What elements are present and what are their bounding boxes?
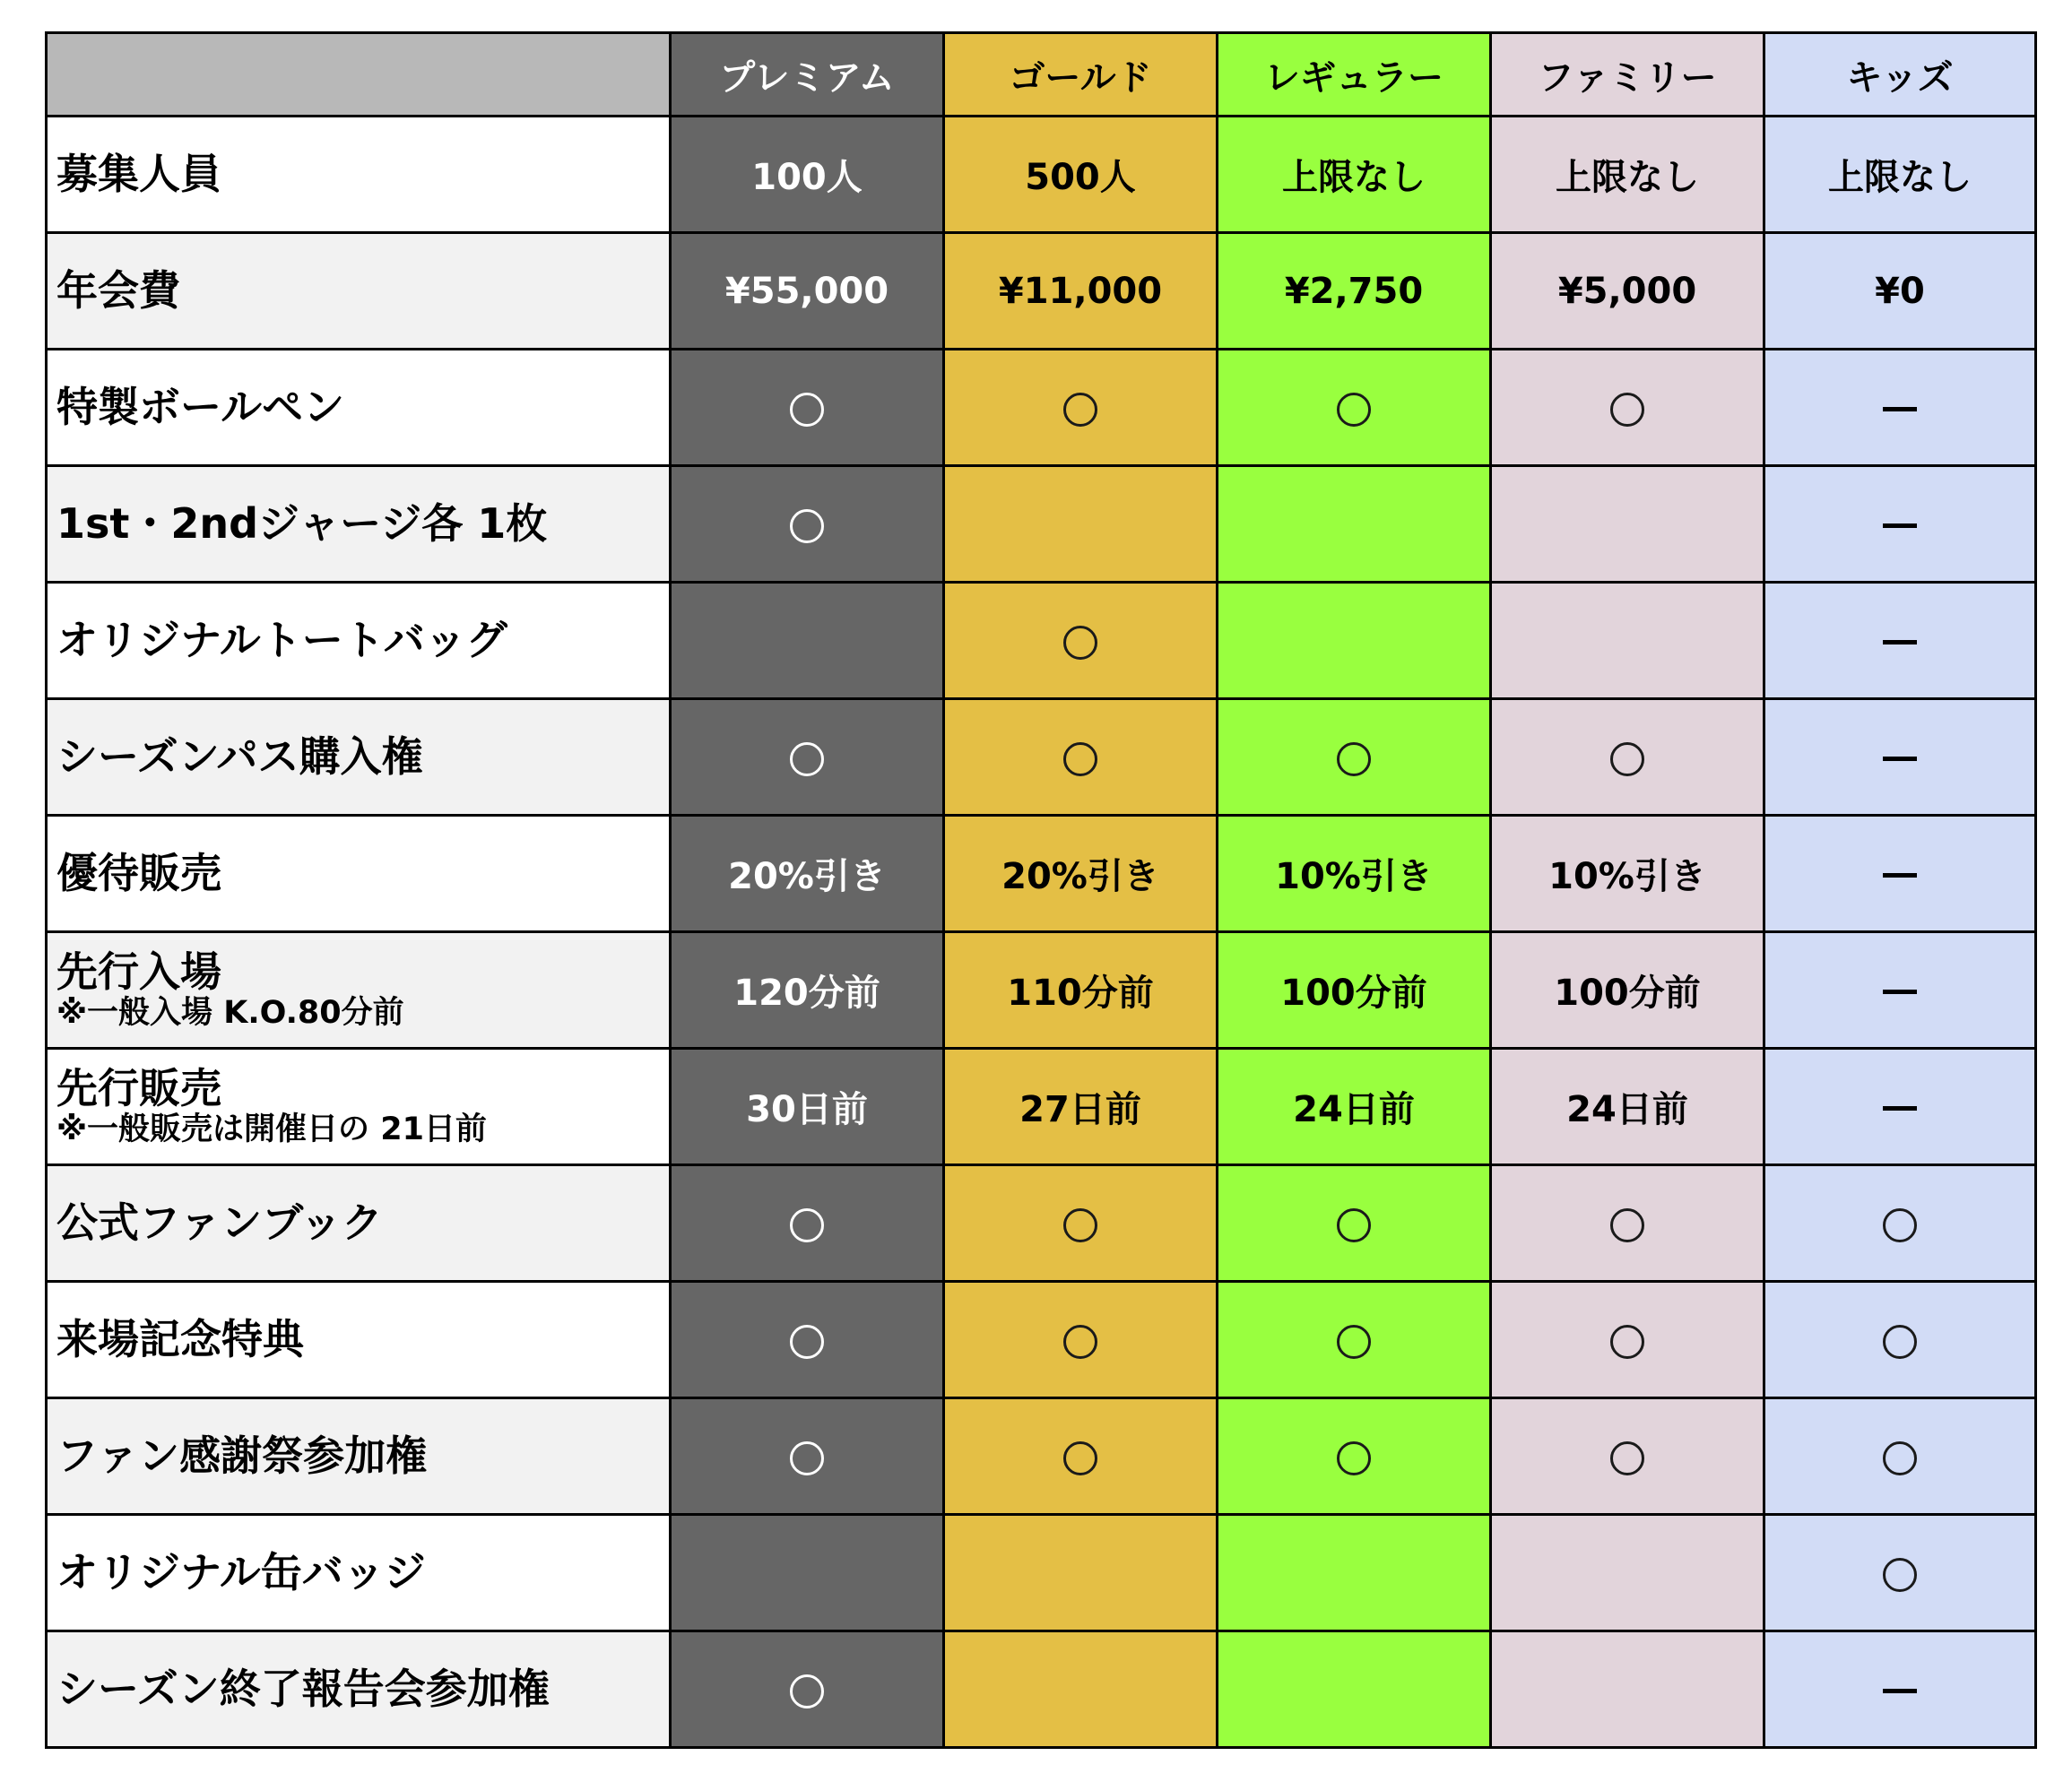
value-cell-visit-gift-regular bbox=[1218, 1282, 1491, 1398]
value-cell-visit-gift-family bbox=[1491, 1282, 1764, 1398]
value-cell-fan-appreciation-premium bbox=[671, 1398, 944, 1515]
circle-mark-icon bbox=[1883, 1208, 1917, 1242]
circle-mark-icon bbox=[1610, 393, 1644, 427]
dash-mark-icon bbox=[1883, 990, 1917, 994]
value-cell-annual-fee-gold bbox=[944, 233, 1218, 350]
value-cell-visit-gift-gold bbox=[944, 1282, 1218, 1398]
row-label-text: 募集人員 bbox=[56, 150, 221, 199]
circle-mark-icon bbox=[790, 1325, 824, 1359]
value-cell-original-badge-kids bbox=[1764, 1515, 2036, 1631]
value-cell-early-entry-family bbox=[1491, 932, 1764, 1049]
value-cell-recruitment-premium bbox=[671, 117, 944, 233]
value-cell-fan-appreciation-gold bbox=[944, 1398, 1218, 1515]
circle-mark-icon bbox=[790, 393, 824, 427]
value-text: 上限なし bbox=[1556, 157, 1699, 198]
circle-mark-icon bbox=[1337, 742, 1371, 776]
value-cell-advance-sales-kids bbox=[1764, 1049, 2036, 1165]
circle-mark-icon bbox=[790, 742, 824, 776]
row-label-note: ※一般販売は開催日の 21日前 bbox=[56, 1111, 487, 1147]
row-label-season-pass-right bbox=[47, 699, 671, 816]
value-cell-recruitment-regular bbox=[1218, 117, 1491, 233]
row-label-text: オリジナル缶バッジ bbox=[56, 1548, 426, 1597]
row-label-text: 特製ボールペン bbox=[56, 383, 345, 432]
row-label-text: 先行販売 bbox=[56, 1064, 221, 1113]
row-label-jerseys bbox=[47, 466, 671, 583]
dash-mark-icon bbox=[1883, 1106, 1917, 1111]
value-cell-jerseys-gold bbox=[944, 466, 1218, 583]
value-cell-official-fanbook-kids bbox=[1764, 1165, 2036, 1282]
value-cell-early-entry-premium bbox=[671, 932, 944, 1049]
circle-mark-icon bbox=[1337, 1441, 1371, 1475]
value-cell-season-report-family bbox=[1491, 1631, 1764, 1748]
row-label-text: シーズンパス購入権 bbox=[56, 732, 423, 782]
plan-header-gold: ゴールド bbox=[944, 33, 1218, 117]
value-cell-jerseys-premium bbox=[671, 466, 944, 583]
circle-mark-icon bbox=[1883, 1325, 1917, 1359]
value-text: 20%引き bbox=[728, 856, 886, 897]
membership-comparison-table bbox=[45, 31, 2037, 1749]
value-cell-season-report-premium bbox=[671, 1631, 944, 1748]
value-cell-original-tote-bag-premium bbox=[671, 583, 944, 699]
circle-mark-icon bbox=[790, 1441, 824, 1475]
value-text: ¥0 bbox=[1875, 270, 1925, 312]
value-cell-official-fanbook-premium bbox=[671, 1165, 944, 1282]
value-cell-preferential-sales-premium bbox=[671, 816, 944, 932]
value-cell-jerseys-kids bbox=[1764, 466, 2036, 583]
circle-mark-icon bbox=[790, 509, 824, 543]
value-text: 110分前 bbox=[1007, 973, 1154, 1014]
value-text: 500人 bbox=[1025, 157, 1136, 198]
dash-mark-icon bbox=[1883, 873, 1917, 878]
table-row-preferential-sales bbox=[47, 816, 2036, 932]
value-cell-recruitment-family bbox=[1491, 117, 1764, 233]
value-cell-special-ballpoint-pen-family bbox=[1491, 350, 1764, 466]
value-cell-original-badge-gold bbox=[944, 1515, 1218, 1631]
circle-mark-icon bbox=[1337, 1208, 1371, 1242]
row-label-text: オリジナルトートバッグ bbox=[56, 616, 507, 665]
value-cell-special-ballpoint-pen-regular bbox=[1218, 350, 1491, 466]
value-text: ¥11,000 bbox=[998, 270, 1163, 312]
value-cell-preferential-sales-family bbox=[1491, 816, 1764, 932]
value-text: 上限なし bbox=[1828, 157, 1972, 198]
value-cell-fan-appreciation-regular bbox=[1218, 1398, 1491, 1515]
circle-mark-icon bbox=[1610, 1325, 1644, 1359]
table-row-official-fanbook bbox=[47, 1165, 2036, 1282]
row-label-text: 来場記念特典 bbox=[56, 1315, 304, 1364]
value-cell-original-badge-premium bbox=[671, 1515, 944, 1631]
value-text: 10%引き bbox=[1275, 856, 1433, 897]
value-cell-original-tote-bag-family bbox=[1491, 583, 1764, 699]
value-cell-jerseys-family bbox=[1491, 466, 1764, 583]
plan-header-regular: レギュラー bbox=[1218, 33, 1491, 117]
circle-mark-icon bbox=[1610, 742, 1644, 776]
value-cell-season-pass-right-kids bbox=[1764, 699, 2036, 816]
row-label-season-report bbox=[47, 1631, 671, 1748]
dash-mark-icon bbox=[1883, 640, 1917, 644]
circle-mark-icon bbox=[1337, 393, 1371, 427]
table-row-season-pass-right bbox=[47, 699, 2036, 816]
value-text: 100人 bbox=[751, 157, 863, 198]
circle-mark-icon bbox=[1063, 742, 1097, 776]
table-row-original-tote-bag bbox=[47, 583, 2036, 699]
value-text: 30日前 bbox=[746, 1089, 868, 1130]
value-text: 24日前 bbox=[1566, 1089, 1688, 1130]
value-cell-original-tote-bag-regular bbox=[1218, 583, 1491, 699]
table-body bbox=[47, 33, 2036, 1748]
circle-mark-icon bbox=[790, 1208, 824, 1242]
table-row-special-ballpoint-pen bbox=[47, 350, 2036, 466]
plan-header-premium: プレミアム bbox=[671, 33, 944, 117]
value-cell-original-badge-family bbox=[1491, 1515, 1764, 1631]
value-cell-season-pass-right-premium bbox=[671, 699, 944, 816]
value-cell-season-report-kids bbox=[1764, 1631, 2036, 1748]
row-label-text: 年会費 bbox=[56, 266, 180, 316]
table-row-advance-sales bbox=[47, 1049, 2036, 1165]
value-cell-season-pass-right-regular bbox=[1218, 699, 1491, 816]
value-text: 27日前 bbox=[1019, 1089, 1141, 1130]
value-cell-advance-sales-family bbox=[1491, 1049, 1764, 1165]
row-label-text: 先行入場 bbox=[56, 947, 221, 997]
value-cell-special-ballpoint-pen-gold bbox=[944, 350, 1218, 466]
value-cell-jerseys-regular bbox=[1218, 466, 1491, 583]
value-cell-official-fanbook-gold bbox=[944, 1165, 1218, 1282]
dash-mark-icon bbox=[1883, 1689, 1917, 1693]
value-cell-annual-fee-premium bbox=[671, 233, 944, 350]
value-cell-early-entry-gold bbox=[944, 932, 1218, 1049]
value-text: ¥5,000 bbox=[1557, 270, 1697, 312]
row-label-advance-sales bbox=[47, 1049, 671, 1165]
dash-mark-icon bbox=[1883, 407, 1917, 411]
circle-mark-icon bbox=[1610, 1441, 1644, 1475]
value-cell-season-pass-right-family bbox=[1491, 699, 1764, 816]
circle-mark-icon bbox=[1883, 1558, 1917, 1592]
circle-mark-icon bbox=[1063, 1325, 1097, 1359]
table-row-annual-fee bbox=[47, 233, 2036, 350]
circle-mark-icon bbox=[1063, 1441, 1097, 1475]
value-cell-season-report-regular bbox=[1218, 1631, 1491, 1748]
value-cell-original-badge-regular bbox=[1218, 1515, 1491, 1631]
value-text: 10%引き bbox=[1548, 856, 1706, 897]
value-cell-original-tote-bag-kids bbox=[1764, 583, 2036, 699]
value-text: 24日前 bbox=[1293, 1089, 1415, 1130]
circle-mark-icon bbox=[1883, 1441, 1917, 1475]
value-text: 上限なし bbox=[1282, 157, 1426, 198]
table-row-jerseys bbox=[47, 466, 2036, 583]
value-cell-advance-sales-regular bbox=[1218, 1049, 1491, 1165]
value-cell-advance-sales-premium bbox=[671, 1049, 944, 1165]
circle-mark-icon bbox=[1063, 393, 1097, 427]
row-label-recruitment bbox=[47, 117, 671, 233]
row-label-fan-appreciation bbox=[47, 1398, 671, 1515]
circle-mark-icon bbox=[1610, 1208, 1644, 1242]
table-row-early-entry bbox=[47, 932, 2036, 1049]
value-cell-recruitment-kids bbox=[1764, 117, 2036, 233]
table-row-fan-appreciation bbox=[47, 1398, 2036, 1515]
value-cell-recruitment-gold bbox=[944, 117, 1218, 233]
value-cell-early-entry-regular bbox=[1218, 932, 1491, 1049]
row-label-visit-gift bbox=[47, 1282, 671, 1398]
row-label-text: ファン感謝祭参加権 bbox=[56, 1432, 428, 1481]
value-cell-annual-fee-regular bbox=[1218, 233, 1491, 350]
plan-header-kids: キッズ bbox=[1764, 33, 2036, 117]
table-row-season-report bbox=[47, 1631, 2036, 1748]
value-text: 20%引き bbox=[1001, 856, 1159, 897]
value-cell-early-entry-kids bbox=[1764, 932, 2036, 1049]
circle-mark-icon bbox=[1063, 1208, 1097, 1242]
value-cell-original-tote-bag-gold bbox=[944, 583, 1218, 699]
value-cell-official-fanbook-family bbox=[1491, 1165, 1764, 1282]
row-label-text: 1st・2ndジャージ各 1枚 bbox=[56, 499, 548, 549]
row-label-early-entry bbox=[47, 932, 671, 1049]
value-cell-special-ballpoint-pen-premium bbox=[671, 350, 944, 466]
dash-mark-icon bbox=[1883, 757, 1917, 761]
circle-mark-icon bbox=[1337, 1325, 1371, 1359]
table-row-visit-gift bbox=[47, 1282, 2036, 1398]
table-row-original-badge bbox=[47, 1515, 2036, 1631]
row-label-special-ballpoint-pen bbox=[47, 350, 671, 466]
value-cell-preferential-sales-gold bbox=[944, 816, 1218, 932]
value-cell-annual-fee-family bbox=[1491, 233, 1764, 350]
value-cell-preferential-sales-kids bbox=[1764, 816, 2036, 932]
header-row bbox=[47, 33, 2036, 117]
table-row-recruitment bbox=[47, 117, 2036, 233]
value-text: 100分前 bbox=[1554, 973, 1701, 1014]
row-label-official-fanbook bbox=[47, 1165, 671, 1282]
value-cell-official-fanbook-regular bbox=[1218, 1165, 1491, 1282]
value-cell-preferential-sales-regular bbox=[1218, 816, 1491, 932]
row-label-original-tote-bag bbox=[47, 583, 671, 699]
header-corner-cell bbox=[47, 33, 671, 117]
row-label-text: 優待販売 bbox=[56, 849, 221, 898]
value-text: ¥55,000 bbox=[724, 270, 889, 312]
row-label-preferential-sales bbox=[47, 816, 671, 932]
value-cell-fan-appreciation-kids bbox=[1764, 1398, 2036, 1515]
row-label-annual-fee bbox=[47, 233, 671, 350]
value-text: 100分前 bbox=[1280, 973, 1427, 1014]
plan-header-family: ファミリー bbox=[1491, 33, 1764, 117]
value-cell-annual-fee-kids bbox=[1764, 233, 2036, 350]
value-cell-visit-gift-premium bbox=[671, 1282, 944, 1398]
row-label-note: ※一般入場 K.O.80分前 bbox=[56, 994, 404, 1031]
circle-mark-icon bbox=[790, 1674, 824, 1708]
circle-mark-icon bbox=[1063, 626, 1097, 660]
value-cell-season-report-gold bbox=[944, 1631, 1218, 1748]
row-label-original-badge bbox=[47, 1515, 671, 1631]
value-cell-special-ballpoint-pen-kids bbox=[1764, 350, 2036, 466]
value-cell-fan-appreciation-family bbox=[1491, 1398, 1764, 1515]
row-label-text: 公式ファンブック bbox=[56, 1198, 383, 1248]
value-cell-season-pass-right-gold bbox=[944, 699, 1218, 816]
value-text: ¥2,750 bbox=[1284, 270, 1424, 312]
value-text: 120分前 bbox=[733, 973, 880, 1014]
value-cell-visit-gift-kids bbox=[1764, 1282, 2036, 1398]
value-cell-advance-sales-gold bbox=[944, 1049, 1218, 1165]
dash-mark-icon bbox=[1883, 523, 1917, 528]
row-label-text: シーズン終了報告会参加権 bbox=[56, 1665, 550, 1714]
